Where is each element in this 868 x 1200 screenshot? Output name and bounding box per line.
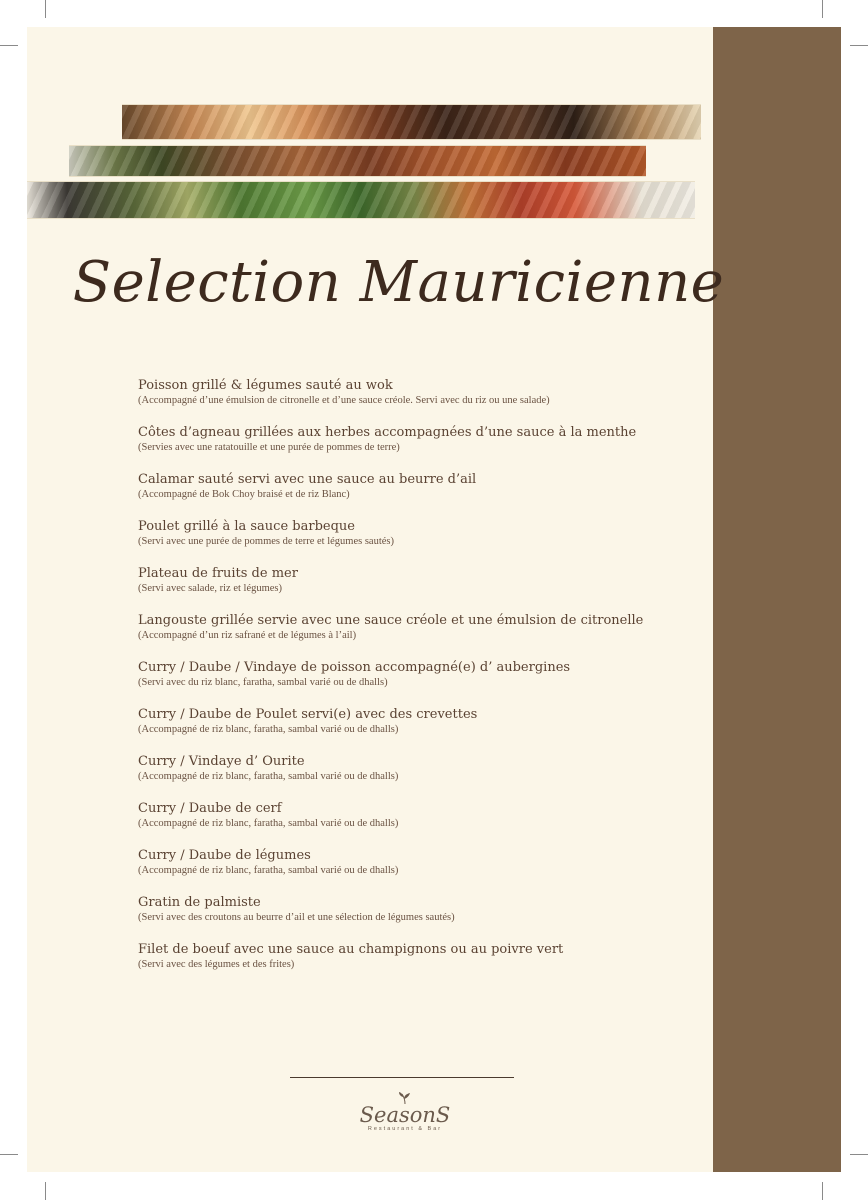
- brand-logo: [340, 1090, 470, 1132]
- food-photo-strip: [122, 104, 701, 140]
- dish-description: (Accompagné de riz blanc, faratha, sambal varié ou de dhalls): [138, 818, 399, 829]
- dish-description: (Servi avec du riz blanc, faratha, sambal varié ou de dhalls): [138, 677, 388, 688]
- food-photo-strip: [27, 181, 695, 219]
- food-photo-strip: [69, 145, 646, 177]
- dish-description: (Accompagné de riz blanc, faratha, sambal varié ou de dhalls): [138, 724, 399, 735]
- dish-name: Poulet grillé à la sauce barbeque: [138, 519, 355, 534]
- dish-description: (Servi avec salade, riz et légumes): [138, 583, 283, 594]
- footer-divider: [290, 1077, 514, 1078]
- dish-name: Curry / Daube de Poulet servi(e) avec des crevettes: [138, 707, 478, 722]
- menu-item: [138, 424, 698, 471]
- dish-name: Poisson grillé & légumes sauté au wok: [138, 378, 393, 393]
- dish-description: (Servies avec une ratatouille et une purée de pommes de terre): [138, 442, 400, 453]
- dish-name: Calamar sauté servi avec une sauce au beurre d’ail: [138, 472, 477, 487]
- menu-item: [138, 518, 698, 565]
- dish-name: Curry / Daube de cerf: [138, 801, 282, 816]
- menu-list: [138, 377, 698, 988]
- dish-name: Curry / Daube / Vindaye de poisson accompagné(e) d’ aubergines: [138, 660, 571, 675]
- menu-item: [138, 941, 698, 988]
- dish-name: Filet de boeuf avec une sauce au champignons ou au poivre vert: [138, 942, 564, 957]
- dish-description: (Accompagné de riz blanc, faratha, sambal varié ou de dhalls): [138, 771, 399, 782]
- crop-mark: [850, 45, 868, 46]
- leaf-sprig-icon: [340, 1090, 470, 1104]
- menu-item: [138, 377, 698, 424]
- dish-description: (Accompagné de Bok Choy braisé et de riz Blanc): [138, 489, 350, 500]
- dish-name: Curry / Daube de légumes: [138, 848, 311, 863]
- menu-item: [138, 612, 698, 659]
- menu-item: [138, 471, 698, 518]
- menu-item: [138, 706, 698, 753]
- crop-mark: [822, 1182, 823, 1200]
- crop-mark: [850, 1154, 868, 1155]
- dish-name: Plateau de fruits de mer: [138, 566, 298, 581]
- brand-tagline: Restaurant & Bar: [367, 1126, 443, 1132]
- crop-mark: [0, 1154, 18, 1155]
- menu-item: [138, 659, 698, 706]
- dish-description: (Accompagné d’un riz safrané et de légumes à l’ail): [138, 630, 357, 641]
- dish-description: (Servi avec des légumes et des frites): [138, 959, 295, 970]
- dish-name: Gratin de palmiste: [138, 895, 261, 910]
- dish-name: Curry / Vindaye d’ Ourite: [138, 754, 305, 769]
- crop-mark: [45, 1182, 46, 1200]
- crop-mark: [0, 45, 18, 46]
- dish-description: (Accompagné de riz blanc, faratha, sambal varié ou de dhalls): [138, 865, 399, 876]
- brand-name: SeasonS: [359, 1103, 451, 1127]
- crop-mark: [822, 0, 823, 18]
- crop-mark: [45, 0, 46, 18]
- dish-description: (Servi avec une purée de pommes de terre et légumes sautés): [138, 536, 394, 547]
- menu-item: [138, 894, 698, 941]
- menu-item: [138, 753, 698, 800]
- menu-item: [138, 800, 698, 847]
- dish-name: Langouste grillée servie avec une sauce créole et une émulsion de citronelle: [138, 613, 644, 628]
- dish-description: (Accompagné d’une émulsion de citronelle et d’une sauce créole. Servi avec du riz ou une salade): [138, 395, 550, 406]
- side-color-band: [713, 27, 841, 1172]
- menu-item: [138, 847, 698, 894]
- dish-name: Côtes d’agneau grillées aux herbes accompagnées d’une sauce à la menthe: [138, 425, 637, 440]
- menu-title: Selection Mauricienne: [72, 250, 725, 315]
- menu-item: [138, 565, 698, 612]
- dish-description: (Servi avec des croutons au beurre d’ail et une sélection de légumes sautés): [138, 912, 455, 923]
